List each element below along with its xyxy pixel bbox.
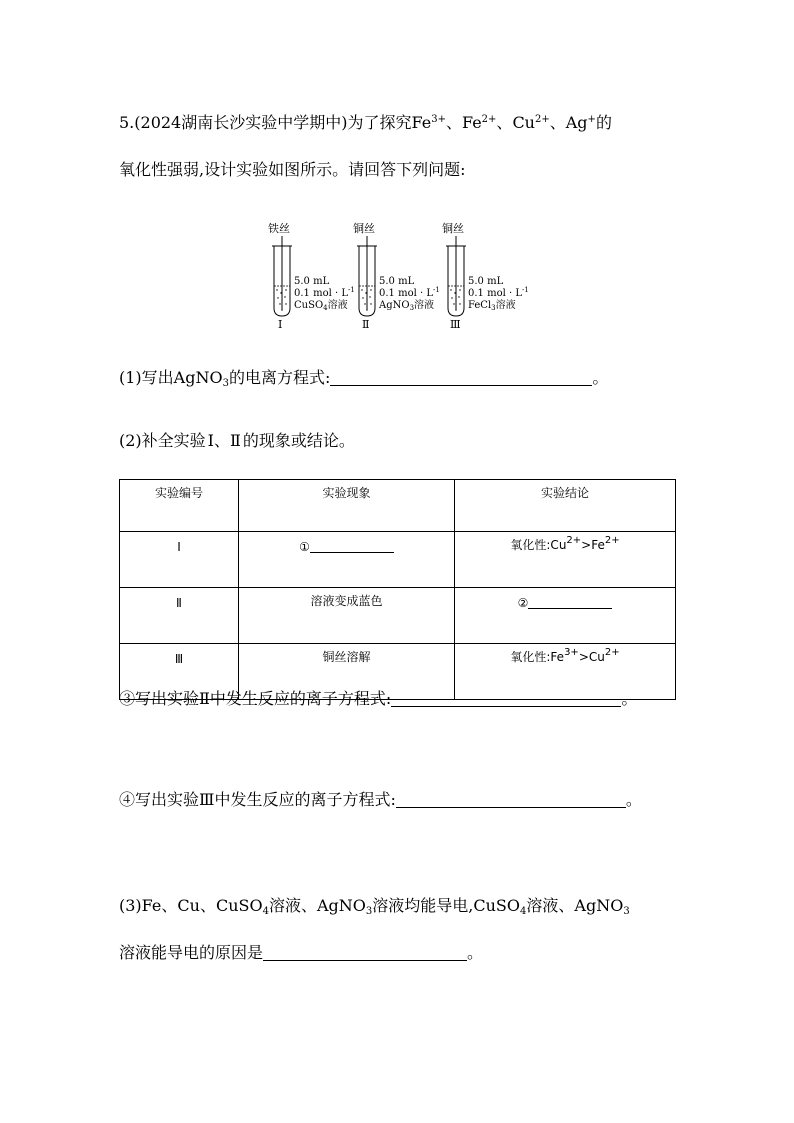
exp-id: Ⅰ — [120, 532, 239, 588]
exp-conclusion: 氧化性$:Cu^{2+}>Fe^{2+}$ — [455, 532, 676, 588]
table-header: 实验现象 — [239, 480, 455, 532]
exp-phenomenon: ① — [239, 532, 455, 588]
question-stem-line2: 氧化性强弱,设计实验如图所示。请回答下列问题: — [119, 160, 466, 179]
test-tube-figure — [262, 218, 532, 334]
sub-question-3: ③写出实验Ⅱ中发生反应的离子方程式: 。 — [119, 689, 638, 708]
question-source: (2024湖南长沙实验中学期中) — [134, 113, 348, 132]
solution-label: FeCl$_3$溶液 — [468, 300, 516, 312]
ion-cu2: $Cu^{2+}$ — [512, 113, 550, 132]
answer-blank-4[interactable] — [396, 791, 626, 808]
concentration-label: 0.1 mol · $L^{-1}$ — [379, 286, 440, 299]
concentration-label: 0.1 mol · $L^{-1}$ — [294, 286, 355, 299]
answer-blank-5[interactable] — [263, 944, 467, 961]
exp-id: Ⅲ — [120, 644, 239, 700]
wire-label: 铜丝 — [442, 222, 464, 235]
volume-label: 5.0 mL — [468, 276, 504, 287]
sub-question-2: (2)补全实验 Ⅰ、Ⅱ 的现象或结论。 — [119, 431, 355, 450]
ion-ag: Ag+ — [565, 113, 596, 132]
answer-blank-circle-2[interactable] — [528, 596, 612, 609]
stem-text: 为了探究 — [347, 113, 412, 132]
volume-label: 5.0 mL — [379, 276, 415, 287]
exp-conclusion: 氧化性$:Fe^{3+}>Cu^{2+}$ — [455, 644, 676, 700]
ion-fe3: $Fe^{3+}$ — [411, 113, 446, 132]
table-header: 实验结论 — [455, 480, 676, 532]
exp-conclusion: ② — [455, 588, 676, 644]
sub-question-1: (1)写出AgNO$_3$的电离方程式: 。 — [119, 368, 609, 389]
tube-numeral: Ⅰ — [278, 318, 283, 331]
formula: AgNO$_3$ — [173, 368, 229, 389]
tube-3 — [442, 221, 529, 331]
answer-blank-3[interactable] — [391, 690, 621, 707]
answer-blank-1[interactable] — [330, 369, 592, 386]
sub-question-5-line1: (3)Fe、Cu、CuSO$_4$溶液、AgNO$_3$溶液均能导电,CuSO$_4$溶液、AgNO$_3$ — [119, 896, 630, 917]
concentration-label: 0.1 mol · $L^{-1}$ — [468, 286, 529, 299]
wire-label: 铁丝 — [268, 222, 290, 235]
table-header: 实验编号 — [120, 480, 239, 532]
experiment-table — [119, 479, 676, 700]
question-number: 5. — [119, 113, 135, 132]
exp-phenomenon: 铜丝溶解 — [239, 644, 455, 700]
tube-numeral: Ⅲ — [450, 318, 461, 331]
table-row — [120, 532, 676, 588]
tube-1 — [268, 221, 355, 331]
sub-question-4: ④写出实验Ⅲ中发生反应的离子方程式: 。 — [119, 790, 642, 809]
table-row — [120, 588, 676, 644]
solution-label: AgNO$_3$溶液 — [379, 300, 435, 312]
table-header-row — [120, 480, 676, 532]
answer-blank-circle-1[interactable] — [310, 540, 394, 553]
volume-label: 5.0 mL — [294, 276, 330, 287]
solution-label: CuSO$_4$溶液 — [294, 300, 348, 312]
tube-numeral: Ⅱ — [362, 318, 370, 331]
exp-phenomenon: 溶液变成蓝色 — [239, 588, 455, 644]
wire-label: 铜丝 — [353, 222, 375, 235]
exp-id: Ⅱ — [120, 588, 239, 644]
tube-2 — [353, 221, 440, 331]
ion-fe2: $Fe^{2+}$ — [461, 113, 497, 132]
sub-question-5-line2: 溶液能导电的原因是 。 — [119, 943, 484, 962]
question-stem-line1: 5.(2024湖南长沙实验中学期中)为了探究$Fe^{3+}$、$Fe^{2+}$、$Cu^{2+}$、Ag+的 — [119, 113, 612, 132]
